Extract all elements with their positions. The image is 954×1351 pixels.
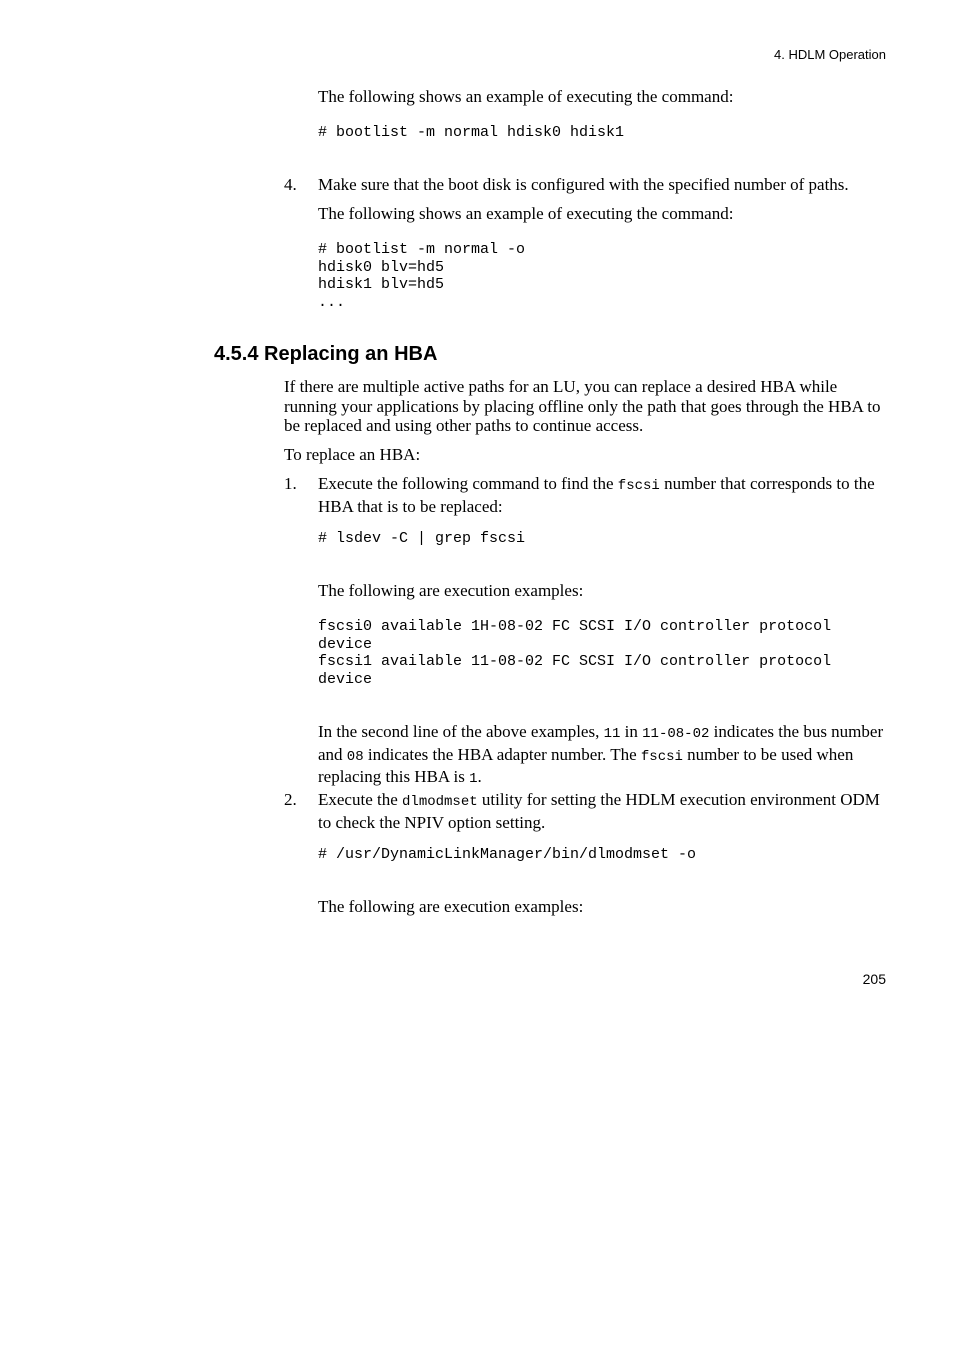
step-2-text: Execute the dlmodmset utility for setting the HDLM execution environment ODM to check the NPIV option setting. xyxy=(318,790,880,832)
code-bootlist-set: # bootlist -m normal hdisk0 hdisk1 xyxy=(318,124,625,141)
code-bootlist-output: # bootlist -m normal -o hdisk0 blv=hd5 hdisk1 blv=hd5 ... xyxy=(318,241,526,311)
bus-number-note: In the second line of the above examples, 11 in 11-08-02 indicates the bus number and 08 indicates the HBA adapter number. The fscsi number to be used when replacing this HBA is 1. xyxy=(318,722,884,787)
step-1-text: Execute the following command to find the fscsi number that corresponds to the HBA that is to be replaced: xyxy=(318,474,875,516)
section-intro-paragraph: If there are multiple active paths for an LU, you can replace a desired HBA while running your applications by placing offline only the path that goes through the HBA to be replaced and using other paths to continue access. xyxy=(284,377,881,435)
example-intro-2: The following shows an example of executing the command: xyxy=(318,204,734,223)
section-heading: 4.5.4 Replacing an HBA xyxy=(214,343,438,365)
procedure-intro: To replace an HBA: xyxy=(284,445,421,464)
step-1-number: 1. xyxy=(284,474,297,493)
step-2-number: 2. xyxy=(284,790,297,809)
step-4-text: Make sure that the boot disk is configured with the specified number of paths. xyxy=(318,175,849,194)
inline-code-dlmodmset: dlmodmset xyxy=(402,794,478,810)
page-number: 205 xyxy=(862,971,886,987)
code-lsdev: # lsdev -C | grep fscsi xyxy=(318,530,526,547)
code-fscsi-output: fscsi0 available 1H-08-02 FC SCSI I/O controller protocol device fscsi1 available 11-08-02 FC SCSI I/O controller protocol device xyxy=(318,618,832,688)
running-header: 4. HDLM Operation xyxy=(774,47,886,62)
inline-code-fscsi: fscsi xyxy=(617,478,660,494)
example-intro-1: The following shows an example of executing the command: xyxy=(318,87,734,106)
execution-examples-intro-2: The following are execution examples: xyxy=(318,897,584,916)
step-4-number: 4. xyxy=(284,175,297,194)
execution-examples-intro-1: The following are execution examples: xyxy=(318,581,584,600)
code-dlmodmset: # /usr/DynamicLinkManager/bin/dlmodmset -o xyxy=(318,846,697,863)
